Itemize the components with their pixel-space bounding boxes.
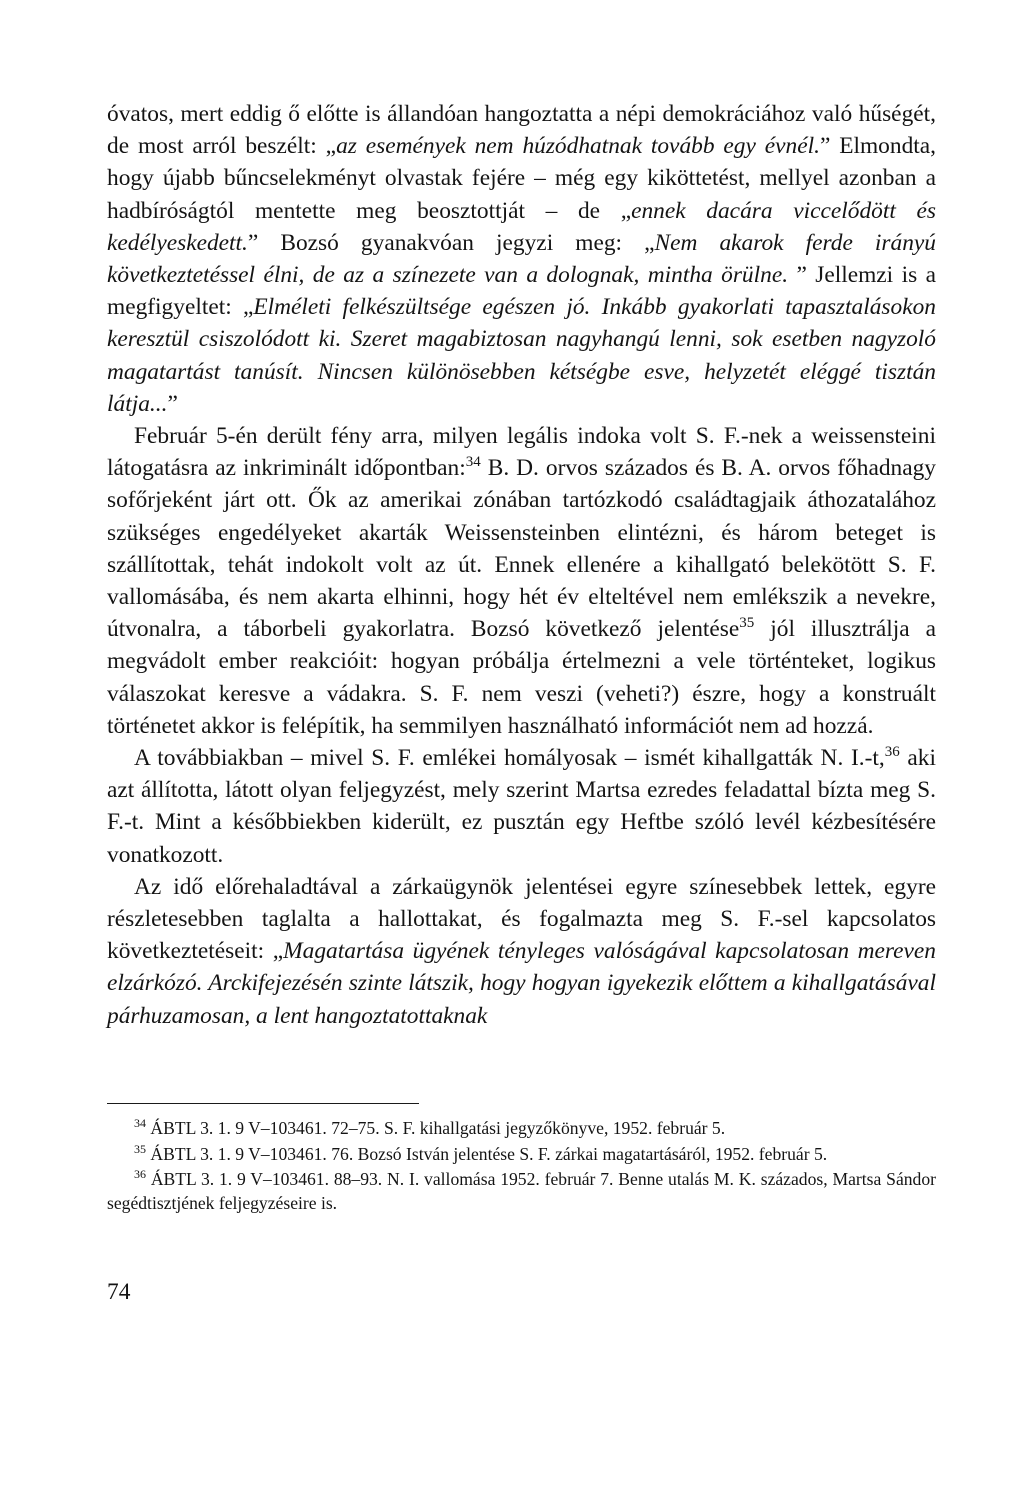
footnote-ref: 36 <box>884 744 900 761</box>
footnote-separator <box>107 1103 419 1104</box>
page-body <box>107 98 936 1032</box>
footnote-text: ÁBTL 3. 1. 9 V–103461. 88–93. N. I. vallomása 1952. február 7. Benne utalás M. K. százados, Martsa Sándor segédtisztjének feljegyzéseire is. <box>107 1169 936 1213</box>
footnote-number: 36 <box>134 1167 146 1182</box>
footnote-number: 35 <box>134 1141 146 1156</box>
footnote-35 <box>107 1143 936 1167</box>
footnote-text: ÁBTL 3. 1. 9 V–103461. 76. Bozsó István jelentése S. F. zárkai magatartásáról, 1952. február 5. <box>150 1143 828 1164</box>
footnotes <box>107 1117 936 1217</box>
text-run: aki azt állította, látott olyan feljegyzést, mely szerint Martsa ezredes feladattal bízta meg S. F.-t. Mint a későbbiekben kiderült, ez pusztán egy Heftbe szóló levél kézbesítésére vonatkozott. <box>107 745 936 868</box>
text-run: A továbbiakban – mivel S. F. emlékei homályosak – ismét kihallgatták N. I.-t, <box>134 745 885 772</box>
footnote-34 <box>107 1117 936 1141</box>
footnote-ref: 35 <box>739 615 755 632</box>
page-number: 74 <box>107 1279 131 1305</box>
quoted-text: ennek dacára viccelődött és kedélyeskedett. <box>107 197 936 256</box>
footnote-36 <box>107 1168 936 1215</box>
text-run: Február 5-én derült fény arra, milyen legális indoka volt S. F.-nek a weissensteini látogatásra az inkriminált időpontban: <box>107 423 936 482</box>
text-run: Az idő előrehaladtával a zárkaügynök jelentései egyre színesebbek lettek, egyre részletesebben taglalta a hallottakat, és fogalmazta meg S. F.-sel kapcsolatos következtetéseit: „ <box>107 873 936 965</box>
text-run: jól illusztrálja a megvádolt ember reakcióit: hogyan próbálja értelmezni a vele történteket, logikus válaszokat keresve a vádakra. S. F. nem veszi (veheti?) észre, hogy a konstruált történetet akkor is felépítik, ha semmilyen használható információt nem ad hozzá. <box>107 616 936 739</box>
quoted-text: Nem akarok ferde irányú következtetéssel élni, de az a színezete van a dolognak, mintha örülne. <box>107 229 936 289</box>
footnote-number: 34 <box>134 1116 146 1130</box>
main-text <box>107 98 936 1032</box>
quoted-text: Magatartása ügyének tényleges valóságával kapcsolatosan mereven elzárkózó. Arckifejezésén szinte látszik, hogy hogyan igyekezik előttem a kihallgatásával párhuzamosan, a lent hangoztatottaknak <box>107 938 936 1029</box>
text-run: ” <box>167 390 178 417</box>
text-run: ” Bozsó gyanakvóan jegyzi meg: „ <box>247 229 655 256</box>
paragraph-1 <box>107 98 936 420</box>
quoted-text: az események nem húzódhatnak tovább egy évnél. <box>336 133 820 160</box>
footnote-text: ÁBTL 3. 1. 9 V–103461. 72–75. S. F. kihallgatási jegyzőkönyve, 1952. február 5. <box>150 1118 726 1138</box>
text-run: ” Elmondta, hogy újabb bűncselekményt olvastak fejére – még egy kiköttetést, mellyel azonban a hadbíróságtól mentette meg beosztottját – de „ <box>107 133 936 224</box>
paragraph-3 <box>107 742 936 871</box>
text-run: óvatos, mert eddig ő előtte is állandóan hangoztatta a népi demokráciához való hűségét, de most arról beszélt: „ <box>107 101 936 160</box>
text-run: ” Jellemzi is a megfigyeltet: „ <box>107 262 936 321</box>
paragraph-2 <box>107 420 936 742</box>
quoted-text: Elméleti felkészültsége egészen jó. Inkább gyakorlati tapasztalásokon keresztül csiszolódott ki. Szeret magabiztosan nagyhangú lenni, sok esetben nagyzoló magatartást tanúsít. Nincsen különösebben kétségbe esve, helyzetét eléggé tisztán látja... <box>107 294 936 417</box>
paragraph-4 <box>107 871 936 1032</box>
footnote-ref: 34 <box>465 454 481 471</box>
text-run: B. D. orvos százados és B. A. orvos főhadnagy sofőrjeként járt ott. Ők az amerikai zónában tartózkodó családtagjaik áthozatalához szükséges engedélyeket akarták Weissensteinben elintézni, és három beteget is szállítottak, tehát indokolt volt az út. Ennek ellenére a kihallgató belekötött S. F. vallomásába, és nem akarta elhinni, hogy hét év elteltével nem emlékszik a nevekre, útvonalra, a táborbeli gyakorlatra. Bozsó következő jelentése <box>107 455 936 643</box>
